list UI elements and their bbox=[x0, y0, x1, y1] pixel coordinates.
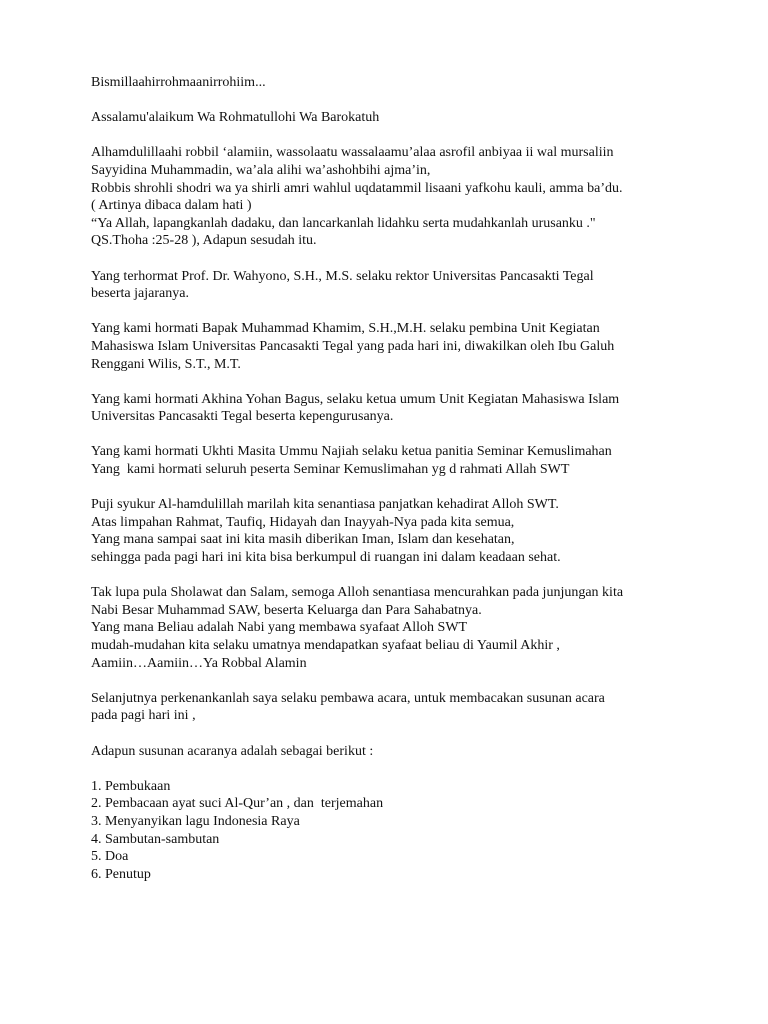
text-line: sehingga pada pagi hari ini kita bisa berkumpul di ruangan ini dalam keadaan sehat. bbox=[91, 550, 561, 566]
agenda-item: 5. Doa bbox=[91, 849, 129, 865]
text-line: Robbis shrohli shodri wa ya shirli amri wahlul uqdatammil lisaani yafkohu kauli, amma ba’du. bbox=[91, 180, 623, 196]
agenda-intro bbox=[91, 690, 711, 725]
text-line: pada pagi hari ini , bbox=[91, 708, 196, 724]
text-line: Aamiin…Aamiin…Ya Robbal Alamin bbox=[91, 655, 307, 671]
text-line: mudah-mudahan kita selaku umatnya mendapatkan syafaat beliau di Yaumil Akhir , bbox=[91, 638, 560, 653]
document-body bbox=[91, 74, 711, 883]
text-line: Mahasiswa Islam Universitas Pancasakti Tegal yang pada hari ini, diwakilkan oleh Ibu Galuh bbox=[91, 338, 615, 354]
sholawat-paragraph bbox=[91, 584, 711, 672]
text-line: Nabi Besar Muhammad SAW, beserta Keluarga dan Para Sahabatnya. bbox=[91, 602, 482, 618]
text-line: Assalamu'alaikum Wa Rohmatullohi Wa Barokatuh bbox=[91, 110, 380, 126]
text-line: Yang mana Beliau adalah Nabi yang membawa syafaat Alloh SWT bbox=[91, 620, 468, 636]
text-line: Renggani Wilis, S.T., M.T. bbox=[91, 356, 241, 372]
text-line: Yang kami hormati Ukhti Masita Ummu Najiah selaku ketua panitia Seminar Kemuslimahan bbox=[91, 444, 612, 460]
honorific-advisor bbox=[91, 320, 711, 373]
text-line: Yang kami hormati Akhina Yohan Bagus, selaku ketua umum Unit Kegiatan Mahasiswa Islam bbox=[91, 391, 620, 407]
text-line: Yang mana sampai saat ini kita masih diberikan Iman, Islam dan kesehatan, bbox=[91, 532, 515, 548]
text-line: QS.Thoha :25-28 ), Adapun sesudah itu. bbox=[91, 233, 317, 249]
text-line: Yang kami hormati seluruh peserta Seminar Kemuslimahan yg d rahmati Allah SWT bbox=[91, 462, 570, 478]
opening-basmalah bbox=[91, 74, 711, 92]
text-line: Alhamdulillaahi robbil ‘alamiin, wassolaatu wassalaamu’alaa asrofil anbiyaa ii wal mursaliin bbox=[91, 145, 614, 161]
text-line: Selanjutnya perkenankanlah saya selaku pembawa acara, untuk membacakan susunan acara bbox=[91, 690, 605, 706]
agenda-item: 2. Pembacaan ayat suci Al-Qur’an , dan terjemahan bbox=[91, 796, 384, 812]
text-line: “Ya Allah, lapangkanlah dadaku, dan lancarkanlah lidahku serta mudahkanlah urusanku ." bbox=[91, 215, 596, 231]
honorific-committee-and-participants bbox=[91, 443, 711, 478]
text-line: Adapun susunan acaranya adalah sebagai berikut : bbox=[91, 743, 374, 759]
text-line: Atas limpahan Rahmat, Taufiq, Hidayah dan Inayyah-Nya pada kita semua, bbox=[91, 514, 515, 530]
text-line: Tak lupa pula Sholawat dan Salam, semoga Alloh senantiasa mencurahkan pada junjungan kita bbox=[91, 585, 624, 601]
text-line: Bismillaahirrohmaanirrohiim... bbox=[91, 75, 266, 90]
honorific-chairman bbox=[91, 391, 711, 426]
opening-prayer bbox=[91, 144, 711, 250]
agenda-item: 3. Menyanyikan lagu Indonesia Raya bbox=[91, 813, 300, 829]
agenda-item: 6. Penutup bbox=[91, 866, 151, 882]
text-line: beserta jajaranya. bbox=[91, 286, 189, 302]
agenda-item: 1. Pembukaan bbox=[91, 778, 171, 794]
text-line: Universitas Pancasakti Tegal beserta kepengurusanya. bbox=[91, 409, 394, 425]
text-line: Puji syukur Al-hamdulillah marilah kita senantiasa panjatkan kehadirat Alloh SWT. bbox=[91, 497, 559, 513]
honorific-rector bbox=[91, 268, 711, 303]
greeting-salam bbox=[91, 109, 711, 127]
text-line: ( Artinya dibaca dalam hati ) bbox=[91, 198, 252, 214]
gratitude-paragraph bbox=[91, 496, 711, 566]
text-line: Sayyidina Muhammadin, wa’ala alihi wa’ashohbihi ajma’in, bbox=[91, 162, 431, 178]
agenda-item: 4. Sambutan-sambutan bbox=[91, 831, 220, 847]
text-line: Yang kami hormati Bapak Muhammad Khamim, S.H.,M.H. selaku pembina Unit Kegiatan bbox=[91, 321, 600, 337]
agenda-list bbox=[91, 778, 711, 884]
agenda-heading bbox=[91, 743, 711, 761]
text-line: Yang terhormat Prof. Dr. Wahyono, S.H., M.S. selaku rektor Universitas Pancasakti Tegal bbox=[91, 268, 594, 284]
